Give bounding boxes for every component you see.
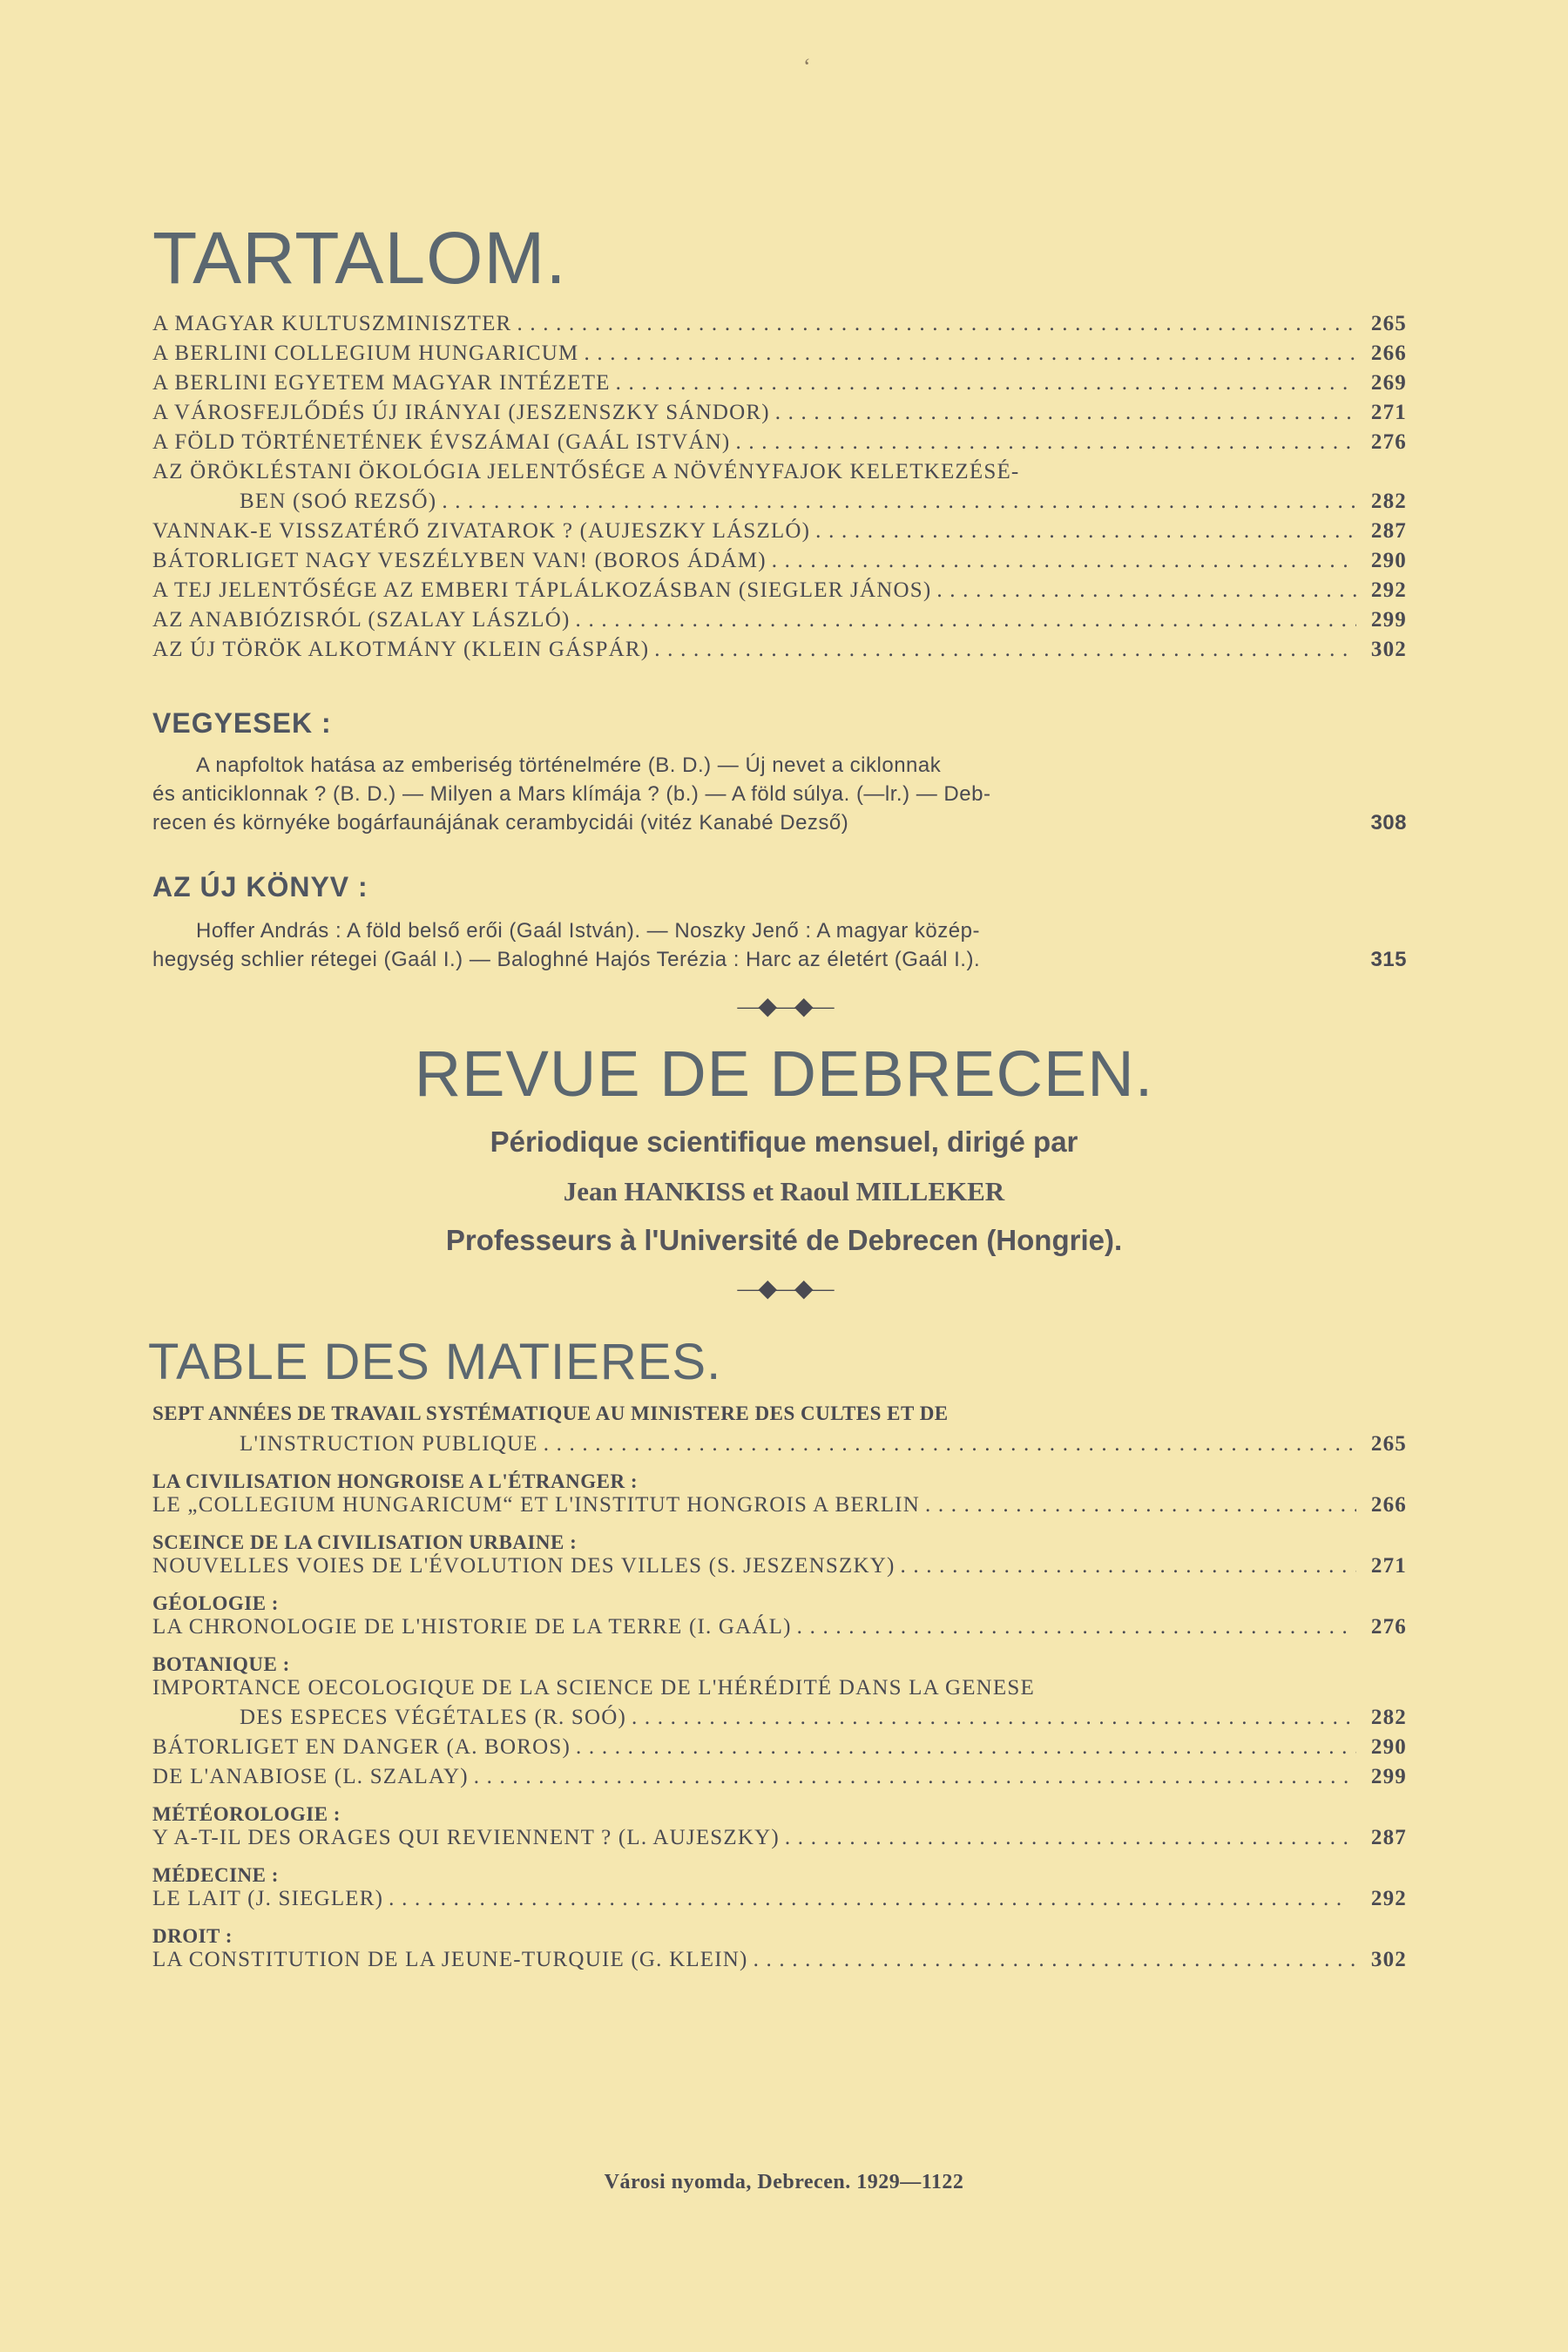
konyv-line: Hoffer András : A föld belső erői (Gaál István). — Noszky Jenő : A magyar közép- (196, 919, 980, 943)
vegyesek-title: VEGYESEK : (152, 707, 332, 739)
vegyesek-text (152, 751, 1407, 837)
toc-entry: AZ ÚJ TÖRÖK ALKOTMÁNY (KLEIN GÁSPÁR) . . . 302 (152, 638, 1407, 667)
section-heading: BOTANIQUE : (152, 1653, 290, 1675)
printer-footer: Városi nyomda, Debrecen. 1929—1122 (604, 2171, 964, 2193)
toc-entry: VANNAK-E VISSZATÉRŐ ZIVATAROK ? (AUJESZKY LÁSZLÓ) . . . 287 (152, 519, 1407, 549)
table-title: TABLE DES MATIERES. (148, 1334, 722, 1390)
vegyesek-line: recen és környéke bogárfaunájának cerambycidái (vitéz Kanabé Dezső) 308 (152, 808, 1407, 837)
section-heading: SCEINCE DE LA CIVILISATION URBAINE : (152, 1531, 578, 1553)
table-intro-line: SEPT ANNÉES DE TRAVAIL SYSTÉMATIQUE AU MINISTERE DES CULTES ET DE (152, 1402, 949, 1424)
top-mark: ‘ (803, 54, 811, 79)
tartalom-title: TARTALOM. (152, 217, 567, 299)
toc-entry: DE L'ANABIOSE (L. SZALAY) . . . 299 (152, 1765, 1407, 1794)
toc-entry: NOUVELLES VOIES DE L'ÉVOLUTION DES VILLES (S. JESZENSZKY) . . . 271 (152, 1554, 1407, 1584)
konyv-page: 315 (1370, 948, 1407, 971)
toc-entry: LA CHRONOLOGIE DE L'HISTORIE DE LA TERRE (I. GAÁL) . . . 276 (152, 1615, 1407, 1645)
revue-title: REVUE DE DEBRECEN. (414, 1037, 1154, 1110)
toc-entry: BÁTORLIGET EN DANGER (A. BOROS) . . . 290 (152, 1735, 1407, 1765)
toc-entry: AZ ANABIÓZISRÓL (SZALAY LÁSZLÓ) . . . 299 (152, 608, 1407, 638)
table-list (152, 1402, 1407, 1977)
section-heading: MÉDECINE : (152, 1864, 279, 1886)
vegyesek-line: A napfoltok hatása az emberiség történelmére (B. D.) — Új nevet a ciklonnak (196, 754, 942, 777)
ornament-divider: —◆—◆— (737, 993, 831, 1020)
vegyesek-page: 308 (1370, 811, 1407, 835)
toc-entry: LE „COLLEGIUM HUNGARICUM“ ET L'INSTITUT HONGROIS A BERLIN . . . 266 (152, 1493, 1407, 1523)
toc-entry: A MAGYAR KULTUSZMINISZTER . . . 265 (152, 312, 1407, 341)
vegyesek-line: és anticiklonnak ? (B. D.) — Milyen a Mars klímája ? (b.) — A föld súlya. (—lr.) — Deb- (152, 782, 991, 806)
tartalom-list (152, 312, 1407, 667)
revue-subtitle: Périodique scientifique mensuel, dirigé par (490, 1125, 1078, 1158)
toc-entry: DES ESPECES VÉGÉTALES (R. SOÓ) . . . 282 (152, 1706, 1407, 1735)
revue-affiliation: Professeurs à l'Université de Debrecen (Hongrie). (445, 1224, 1123, 1256)
toc-entry: BEN (SOÓ REZSŐ) . . . 282 (152, 490, 1407, 519)
toc-entry: A FÖLD TÖRTÉNETÉNEK ÉVSZÁMAI (GAÁL ISTVÁN) . . . 276 (152, 430, 1407, 460)
toc-entry: LA CONSTITUTION DE LA JEUNE-TURQUIE (G. KLEIN) . . . 302 (152, 1948, 1407, 1977)
section-heading: LA CIVILISATION HONGROISE A L'ÉTRANGER : (152, 1470, 639, 1492)
ornament-divider: —◆—◆— (737, 1275, 831, 1302)
konyv-title: AZ ÚJ KÖNYV : (152, 871, 368, 902)
toc-entry: BÁTORLIGET NAGY VESZÉLYBEN VAN! (BOROS ÁDÁM) . . . 290 (152, 549, 1407, 578)
toc-entry-wrap: IMPORTANCE OECOLOGIQUE DE LA SCIENCE DE L'HÉRÉDITÉ DANS LA GENESE (152, 1676, 1035, 1700)
toc-entry: A BERLINI COLLEGIUM HUNGARICUM . . . 266 (152, 341, 1407, 371)
toc-entry: L'INSTRUCTION PUBLIQUE . . . 265 (152, 1432, 1407, 1462)
toc-entry: A TEJ JELENTŐSÉGE AZ EMBERI TÁPLÁLKOZÁSBAN (SIEGLER JÁNOS) . . . 292 (152, 578, 1407, 608)
toc-entry: A BERLINI EGYETEM MAGYAR INTÉZETE . . . 269 (152, 371, 1407, 401)
section-heading: DROIT : (152, 1925, 233, 1947)
toc-entry-wrap: AZ ÖRÖKLÉSTANI ÖKOLÓGIA JELENTŐSÉGE A NÖVÉNYFAJOK KELETKEZÉSÉ- (152, 460, 1020, 483)
section-heading: GÉOLOGIE : (152, 1592, 279, 1614)
konyv-text (152, 916, 1407, 974)
revue-editors: Jean HANKISS et Raoul MILLEKER (563, 1176, 1005, 1206)
konyv-line: hegység schlier rétegei (Gaál I.) — Baloghné Hajós Terézia : Harc az életért (Gaál I.). 315 (152, 945, 1407, 974)
toc-entry: Y A-T-IL DES ORAGES QUI REVIENNENT ? (L. AUJESZKY) . . . 287 (152, 1826, 1407, 1855)
toc-entry: A VÁROSFEJLŐDÉS ÚJ IRÁNYAI (JESZENSZKY SÁNDOR) . . . 271 (152, 401, 1407, 430)
section-heading: MÉTÉOROLOGIE : (152, 1803, 341, 1825)
toc-entry: LE LAIT (J. SIEGLER) . . . 292 (152, 1887, 1407, 1916)
